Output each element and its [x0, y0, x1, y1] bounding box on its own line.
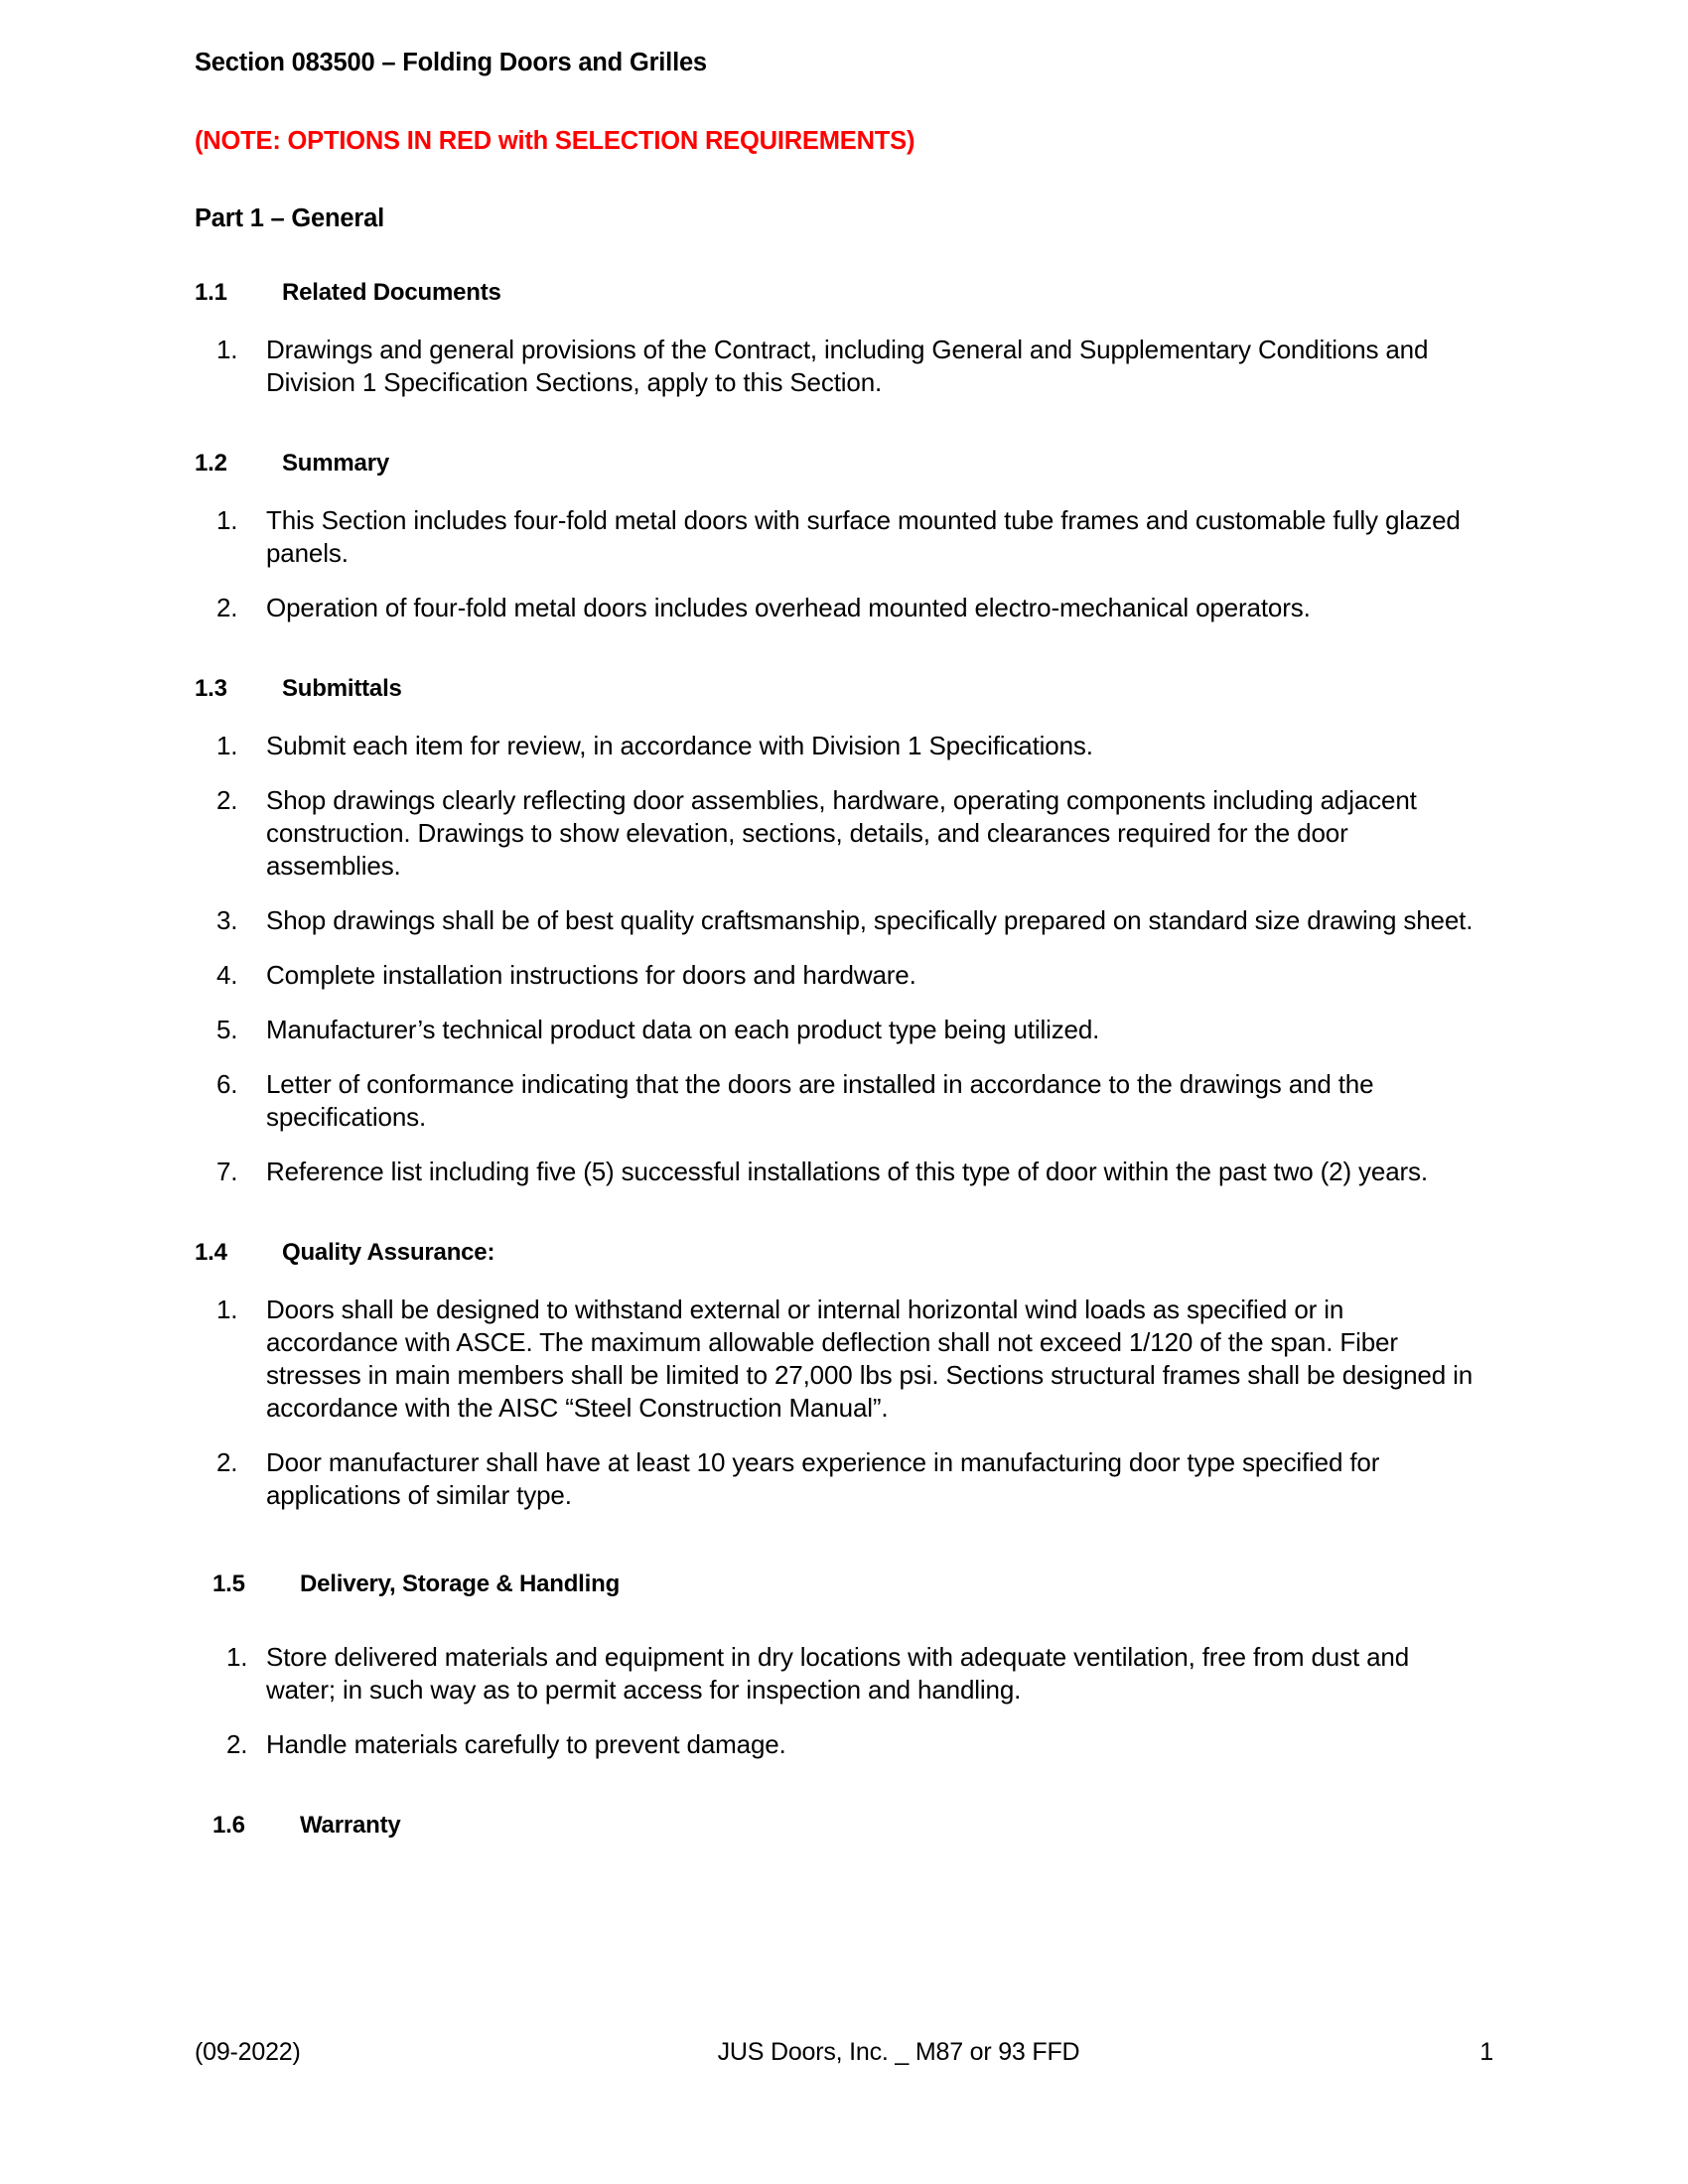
list-text: Shop drawings clearly reflecting door assemblies, hardware, operating components including adjacent construction. Drawings to show elevation, sections, details, and clearances required for the door assemblies.	[266, 784, 1417, 881]
section-number: 1.6	[212, 1812, 245, 1840]
section-title: Submittals	[282, 674, 402, 702]
document-title: Section 083500 – Folding Doors and Grilles	[195, 49, 707, 76]
section-1-4	[195, 1238, 1476, 1512]
list-text: This Section includes four-fold metal doors with surface mounted tube frames and customable fully glazed panels.	[266, 504, 1461, 568]
section-1-3	[195, 674, 1476, 1188]
section-title: Related Documents	[282, 278, 501, 306]
section-number: 1.1	[195, 278, 227, 306]
section-1-1	[195, 278, 1476, 399]
list-text: Drawings and general provisions of the Contract, including General and Supplementary Conditions and Division 1 Specification Sections, apply to this Section.	[266, 334, 1429, 397]
list-item	[195, 334, 1476, 399]
options-note: (NOTE: OPTIONS IN RED with SELECTION REQUIREMENTS)	[195, 126, 915, 155]
list-text: Operation of four-fold metal doors includes overhead mounted electro-mechanical operators.	[266, 592, 1311, 622]
list-marker: 6.	[216, 1068, 238, 1099]
list-text: Door manufacturer shall have at least 10 years experience in manufacturing door type specified for applications of similar type.	[266, 1447, 1380, 1511]
section-heading-1-1	[195, 278, 1476, 308]
list-marker: 1.	[216, 730, 238, 760]
section-heading-1-2	[195, 449, 1476, 478]
section-number: 1.3	[195, 674, 227, 702]
section-number: 1.2	[195, 449, 227, 477]
list-item	[195, 592, 1476, 624]
list-marker: 2.	[226, 1729, 248, 1760]
footer-revision-date: (09-2022)	[195, 2038, 301, 2066]
list-item	[195, 504, 1476, 570]
list-item	[195, 784, 1476, 883]
list-item	[195, 1068, 1476, 1134]
footer-page-number: 1	[1479, 2038, 1493, 2066]
section-heading-1-6	[212, 1811, 1476, 1841]
list-marker: 1.	[216, 504, 238, 535]
list-item	[195, 1641, 1476, 1706]
footer-company: JUS Doors, Inc. _ M87 or 93 FFD	[717, 2038, 1080, 2066]
section-title: Delivery, Storage & Handling	[300, 1570, 621, 1598]
list-text: Doors shall be designed to withstand external or internal horizontal wind loads as specified or in accordance with ASCE. The maximum allowable deflection shall not exceed 1/120 of the span. Fiber stresses in main members shall be limited to 27,000 lbs psi. Sections structural frames shall be designed in accordance with the AISC “Steel Construction Manual”.	[266, 1295, 1474, 1424]
list-text: Submit each item for review, in accordance with Division 1 Specifications.	[266, 730, 1093, 760]
list-text: Store delivered materials and equipment in dry locations with adequate ventilation, free from dust and water; in such way as to permit access for inspection and handling.	[266, 1642, 1410, 1706]
section-1-6	[195, 1811, 1476, 1841]
list-text: Handle materials carefully to prevent damage.	[266, 1729, 786, 1760]
section-number: 1.4	[195, 1239, 227, 1267]
section-title: Summary	[282, 449, 389, 477]
section-title: Warranty	[300, 1812, 401, 1840]
list-item	[195, 730, 1476, 762]
section-heading-1-4	[195, 1238, 1476, 1268]
list-marker: 1.	[226, 1642, 248, 1673]
list-item	[195, 904, 1476, 937]
list-marker: 4.	[216, 959, 238, 990]
list-item	[195, 1014, 1476, 1046]
list-item	[195, 1294, 1476, 1425]
section-heading-1-5	[212, 1570, 1476, 1599]
part-heading: Part 1 – General	[195, 205, 384, 233]
section-title: Quality Assurance:	[282, 1239, 495, 1267]
list-item	[195, 1156, 1476, 1188]
list-marker: 2.	[216, 592, 238, 622]
list-item	[195, 1728, 1476, 1761]
list-marker: 5.	[216, 1014, 238, 1044]
section-number: 1.5	[212, 1570, 245, 1598]
list-marker: 2.	[216, 1447, 238, 1478]
list-marker: 7.	[216, 1157, 238, 1186]
list-item	[195, 959, 1476, 992]
list-item	[195, 1446, 1476, 1512]
list-marker: 1.	[216, 334, 238, 364]
section-1-5	[195, 1570, 1476, 1761]
section-1-2	[195, 449, 1476, 624]
list-marker: 2.	[216, 784, 238, 815]
section-heading-1-3	[195, 674, 1476, 704]
list-text: Shop drawings shall be of best quality craftsmanship, specifically prepared on standard size drawing sheet.	[266, 904, 1474, 935]
list-marker: 3.	[216, 904, 238, 935]
list-text: Letter of conformance indicating that the doors are installed in accordance to the drawings and the specifications.	[266, 1068, 1374, 1132]
document-body	[195, 48, 1476, 1866]
list-text: Complete installation instructions for doors and hardware.	[266, 959, 916, 990]
list-text: Reference list including five (5) successful installations of this type of door within the past two (2) years.	[266, 1157, 1428, 1186]
list-text: Manufacturer’s technical product data on each product type being utilized.	[266, 1014, 1100, 1044]
list-marker: 1.	[216, 1295, 238, 1325]
page-footer	[195, 2038, 1493, 2067]
